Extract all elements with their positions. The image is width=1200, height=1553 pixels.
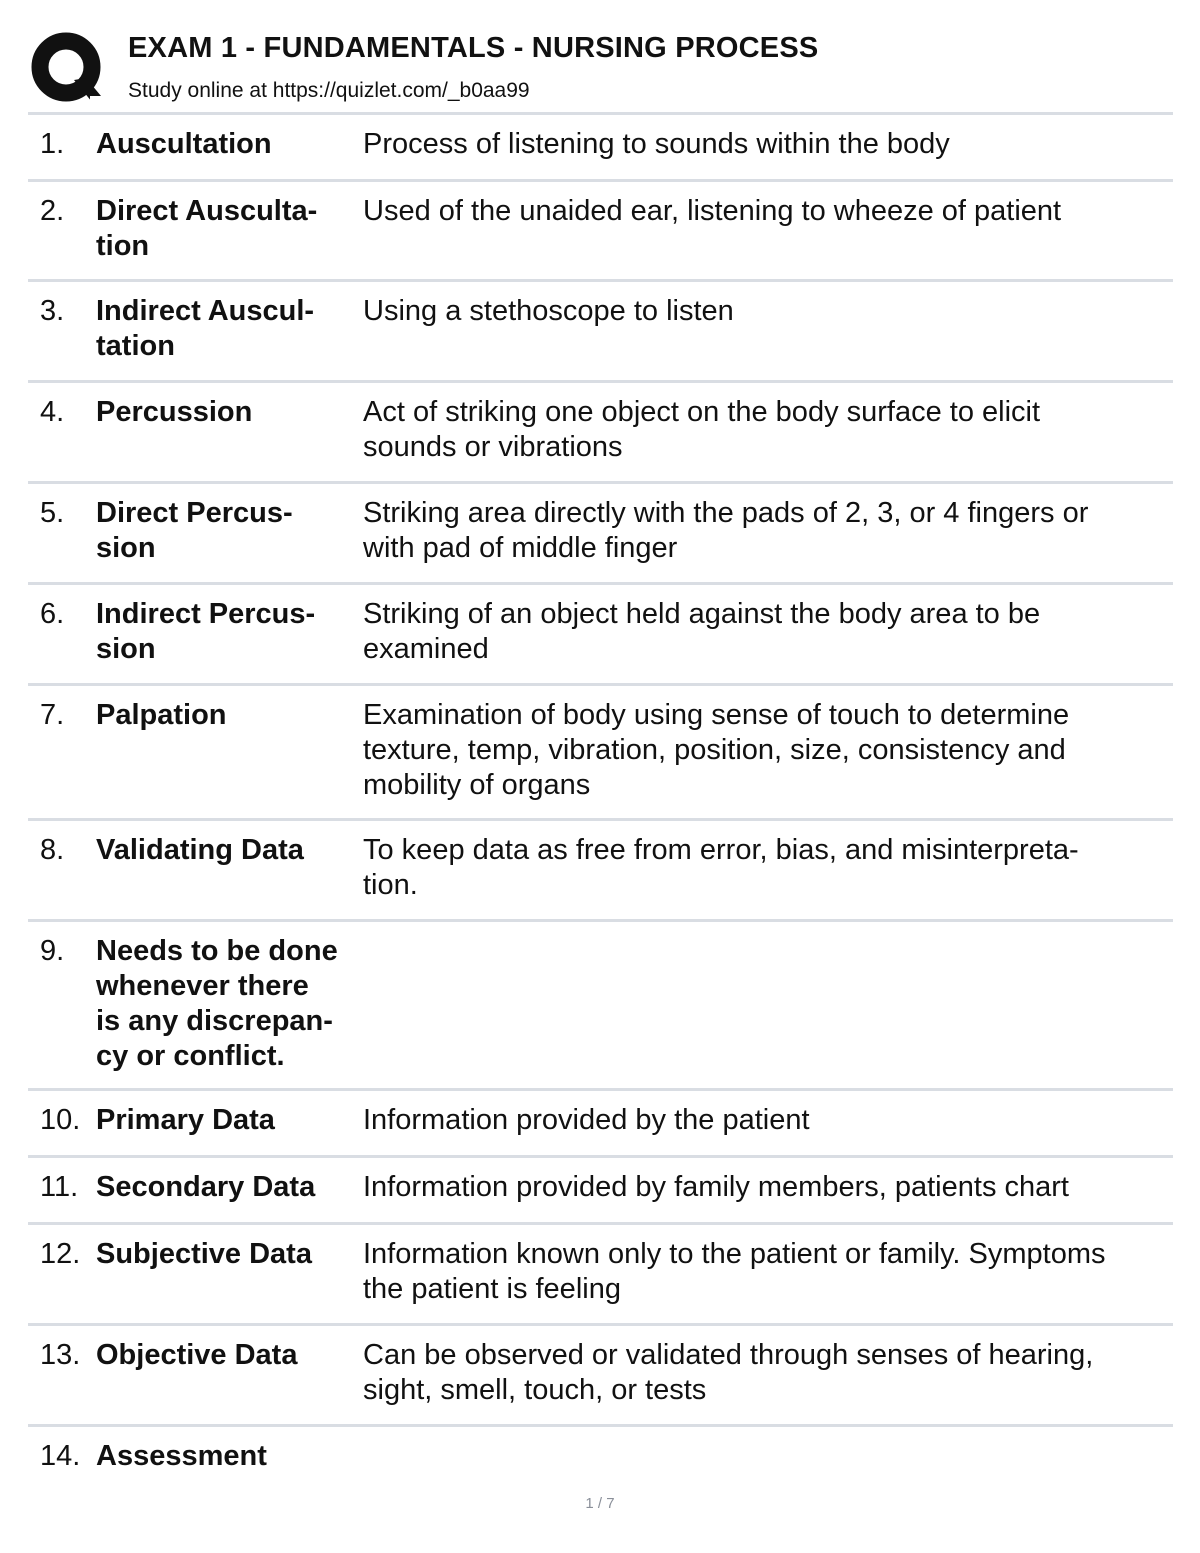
- card-term: Secondary Data: [96, 1171, 316, 1203]
- flashcard-row: [28, 1326, 1173, 1424]
- card-term: Indirect Auscul- tation: [96, 295, 315, 362]
- card-number: 13.: [40, 1339, 81, 1371]
- flashcard-row: [28, 1427, 1173, 1491]
- card-definition: Information known only to the patient or family. Symptoms the patient is feeling: [363, 1238, 1106, 1305]
- flashcard-row: [28, 821, 1173, 919]
- card-term: Assessment: [96, 1440, 267, 1472]
- flashcard-row: [28, 686, 1173, 818]
- card-number: 4.: [40, 396, 65, 428]
- flashcard-row: [28, 182, 1173, 279]
- card-definition: Can be observed or validated through senses of hearing, sight, smell, touch, or tests: [363, 1339, 1094, 1406]
- page-title: EXAM 1 - FUNDAMENTALS - NURSING PROCESS: [128, 32, 819, 64]
- card-definition: Striking area directly with the pads of 2, 3, or 4 fingers or with pad of middle finger: [363, 497, 1089, 564]
- card-term: Palpation: [96, 699, 227, 731]
- card-number: 6.: [40, 598, 65, 630]
- flashcard-row: [28, 115, 1173, 179]
- card-number: 5.: [40, 497, 65, 529]
- card-number: 3.: [40, 295, 65, 327]
- flashcard-row: [28, 282, 1173, 380]
- card-definition: Information provided by family members, patients chart: [363, 1171, 1069, 1203]
- card-number: 7.: [40, 699, 65, 731]
- card-term: Direct Percus- sion: [96, 497, 293, 564]
- card-definition: Act of striking one object on the body surface to elicit sounds or vibrations: [363, 396, 1041, 463]
- card-definition: Process of listening to sounds within the body: [363, 128, 950, 160]
- card-definition: Using a stethoscope to listen: [363, 295, 734, 327]
- card-number: 9.: [40, 935, 65, 967]
- flashcard-row: [28, 585, 1173, 683]
- card-term: Indirect Percus- sion: [96, 598, 316, 665]
- card-definition: Examination of body using sense of touch to determine texture, temp, vibration, position, size, consistency and mobility of organs: [363, 699, 1070, 801]
- card-definition: Striking of an object held against the body area to be examined: [363, 598, 1041, 665]
- card-term: Direct Ausculta- tion: [96, 195, 318, 262]
- card-number: 1.: [40, 128, 65, 160]
- flashcard-table: [28, 112, 1173, 1491]
- card-term: Auscultation: [96, 128, 272, 160]
- card-definition: To keep data as free from error, bias, and misinterpreta- tion.: [363, 834, 1079, 901]
- card-number: 10.: [40, 1104, 81, 1136]
- flashcard-row: [28, 1091, 1173, 1155]
- card-term: Primary Data: [96, 1104, 275, 1136]
- card-number: 12.: [40, 1238, 81, 1270]
- page-number: 1 / 7: [585, 1495, 615, 1512]
- card-term: Needs to be done whenever there is any discrepan- cy or conflict.: [96, 935, 338, 1072]
- card-definition: Used of the unaided ear, listening to wheeze of patient: [363, 195, 1062, 227]
- page-header: [30, 30, 1172, 112]
- flashcard-row: [28, 484, 1173, 582]
- flashcard-row: [28, 922, 1173, 1088]
- card-definition: Information provided by the patient: [363, 1104, 810, 1136]
- quizlet-logo-icon: [30, 30, 106, 106]
- flashcard-row: [28, 383, 1173, 481]
- flashcard-row: [28, 1158, 1173, 1222]
- card-number: 14.: [40, 1440, 81, 1472]
- card-term: Percussion: [96, 396, 253, 428]
- card-term: Validating Data: [96, 834, 304, 866]
- flashcard-row: [28, 1225, 1173, 1323]
- study-online-link[interactable]: Study online at https://quizlet.com/_b0aa99: [128, 79, 530, 102]
- card-number: 11.: [40, 1171, 79, 1203]
- card-term: Subjective Data: [96, 1238, 312, 1270]
- card-number: 8.: [40, 834, 65, 866]
- card-term: Objective Data: [96, 1339, 298, 1371]
- card-number: 2.: [40, 195, 65, 227]
